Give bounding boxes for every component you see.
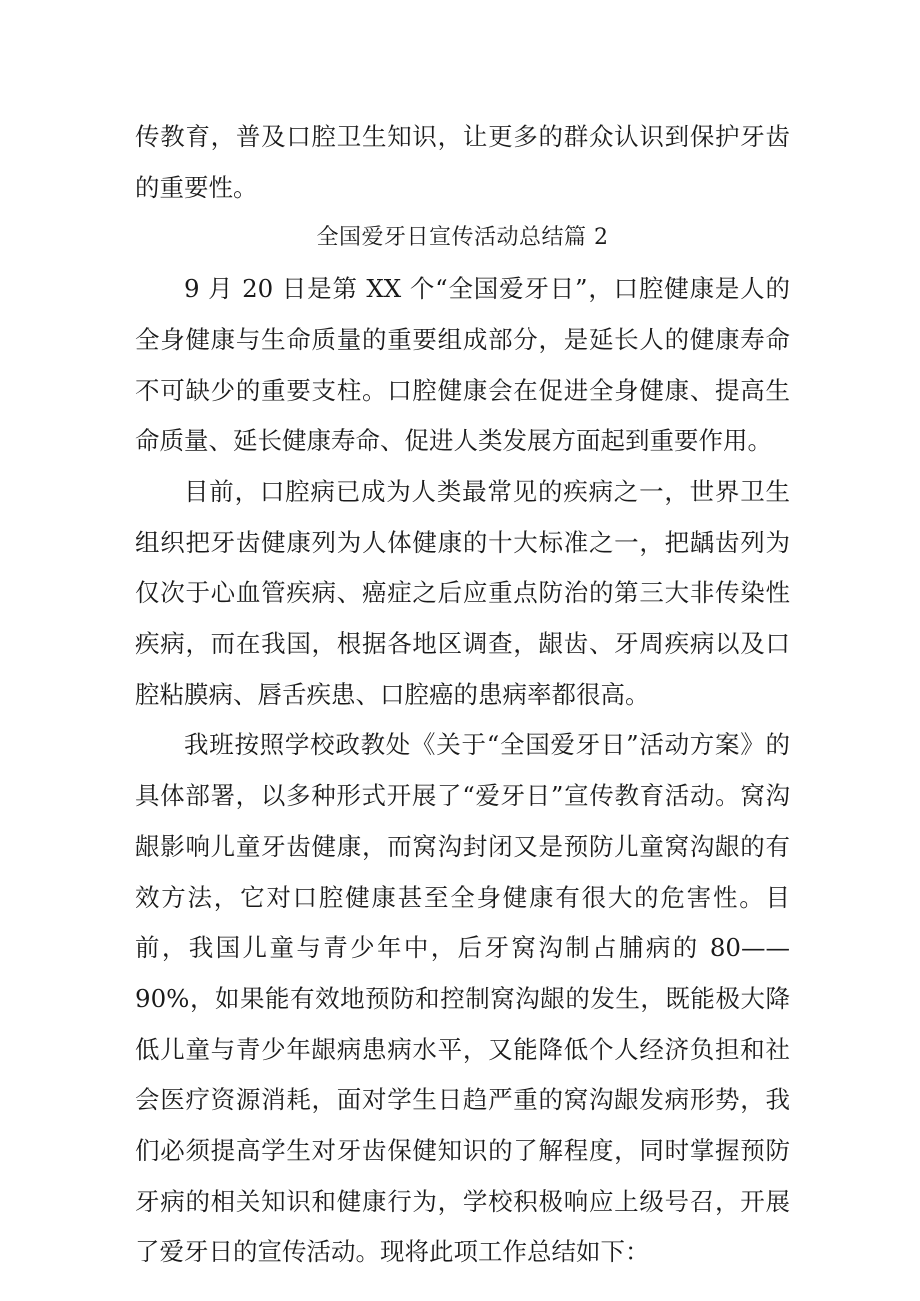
section-heading: 全国爱牙日宣传活动总结篇 2	[316, 225, 609, 251]
continuation-paragraph: 传教育，普及口腔卫生知识，让更多的群众认识到保护牙齿的重要性。	[135, 122, 790, 202]
body-paragraph-2: 目前，口腔病已成为人类最常见的疾病之一，世界卫生组织把牙齿健康列为人体健康的十大标准之一，把龋齿列为仅次于心血管疾病、癌症之后应重点防治的第三大非传染性疾病，而在我国，根据各地区调查，龈齿、牙周疾病以及口腔粘膜病、唇舌疾患、口腔癌的患病率都很高。	[135, 476, 790, 709]
document-body	[135, 112, 790, 1278]
body-paragraph-3: 我班按照学校政教处《关于“全国爱牙日”活动方案》的具体部署，以多种形式开展了“爱牙日”宣传教育活动。窝沟龈影响儿童牙齿健康，而窝沟封闭又是预防儿童窝沟龈的有效方法，它对口腔健康甚至全身健康有很大的危害性。目前，我国儿童与青少年中，后牙窝沟制占脯病的 80——90%，如果能有效地预防和控制窝沟龈的发生，既能极大降低儿童与青少年龈病患病水平，又能降低个人经济负担和社会医疗资源消耗，面对学生日趋严重的窝沟龈发病形势，我们必须提高学生对牙齿保健知识的了解程度，同时掌握预防牙病的相关知识和健康行为，学校积极响应上级号召，开展了爱牙日的宣传活动。现将此项工作总结如下：	[135, 730, 790, 1267]
body-paragraph-1: 9 月 20 日是第 XX 个“全国爱牙日”，口腔健康是人的全身健康与生命质量的重要组成部分，是延长人的健康寿命不可缺少的重要支柱。口腔健康会在促进全身健康、提高生命质量、延长健康寿命、促进人类发展方面起到重要作用。	[135, 274, 790, 456]
